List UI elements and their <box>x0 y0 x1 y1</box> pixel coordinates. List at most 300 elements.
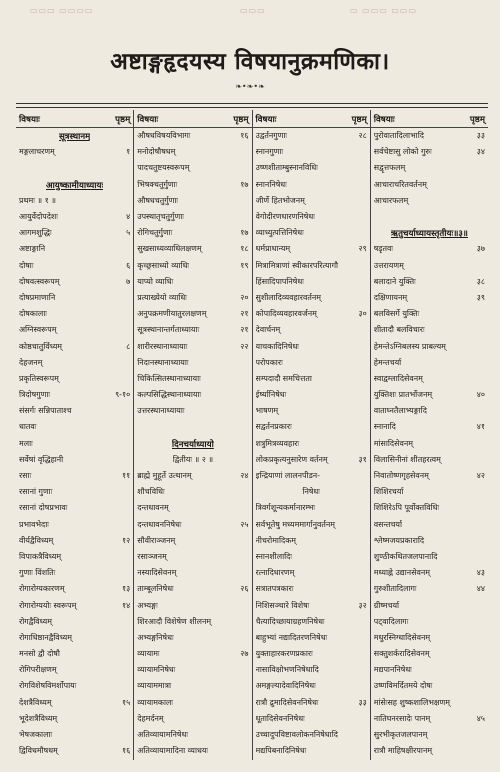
entry-subject: नस्यादिसेवनम् <box>137 568 177 578</box>
index-entry <box>134 695 251 711</box>
index-entry <box>16 533 133 549</box>
entry-subject: आयुष्कामीयाध्यायः <box>46 180 104 191</box>
entry-page: ८ <box>126 341 131 351</box>
entry-page: ६ <box>126 260 131 270</box>
entry-subject: ब्राह्मे मुहूर्ते उत्थानम् <box>137 471 192 481</box>
entry-page: ४२ <box>476 471 485 481</box>
entry-subject: देवार्चनम् <box>255 325 281 335</box>
entry-subject: मांसादिसेवनम् <box>373 438 413 448</box>
entry-subject: रोगाधिष्ठानद्वैविध्यम् <box>19 632 72 642</box>
entry-subject: जीर्णे हितभोजनम् <box>255 195 305 205</box>
scan-margin-strip: ▭▭▭ ▭▭▭▭ ▭▭▭ ▭ ▭▭▭ ▭▭▭ <box>30 6 417 15</box>
entry-subject: उष्णविमर्दितमये दोषः <box>373 681 433 691</box>
entry-subject: भूदेशत्रैविध्यम् <box>19 713 58 723</box>
header-subject: विषयाः <box>255 114 277 125</box>
index-entry <box>16 144 133 160</box>
index-entry <box>16 225 133 241</box>
entry-subject: देशत्रैविध्यम् <box>19 697 52 707</box>
index-entry <box>134 306 251 322</box>
index-entry <box>253 484 370 500</box>
entry-subject: शुण्ठीकथितजलपानादि <box>373 551 438 561</box>
entry-subject: रोगविशेषविमर्शोपायः <box>19 681 77 691</box>
entry-subject: युक्ताहारकरणप्रकारः <box>255 649 313 659</box>
entry-subject: पादचतुष्टयस्वरूपम् <box>137 163 190 173</box>
index-entry <box>253 306 370 322</box>
index-entry <box>371 565 488 581</box>
entry-subject: बलविसर्गे युक्तिः <box>373 309 420 319</box>
entry-subject: याप्यो व्याधिः <box>137 276 174 286</box>
header-subject: विषयाः <box>137 114 159 125</box>
index-entry <box>253 695 370 711</box>
index-entry <box>134 355 251 371</box>
entry-subject: स्वाद्वम्लादिसेवनम् <box>373 373 423 383</box>
entry-page: १२ <box>122 535 131 545</box>
index-entry <box>134 419 251 435</box>
entry-subject: सुखसाध्यव्याधिलक्षणम् <box>137 244 202 254</box>
entry-subject: रत्नादिधारणम् <box>255 568 295 578</box>
entry-subject: लोकप्रकृत्यनुसारेण वर्तनम् <box>255 454 328 464</box>
entry-subject: सुशीलादिव्यवहारवर्तनम् <box>255 292 321 302</box>
index-entry <box>134 177 251 193</box>
entry-page: ३८ <box>476 276 485 286</box>
index-entry <box>253 436 370 452</box>
entry-subject: शिरआदौ विशेषेण शीलनम् <box>137 616 212 626</box>
entry-subject: प्रथमः ॥ १ ॥ <box>19 195 56 205</box>
entry-subject: मनोदोषौषधम् <box>137 147 176 157</box>
index-entry <box>134 258 251 274</box>
index-entry <box>371 209 488 225</box>
entry-subject: अतिव्यायामादिना व्याधयः <box>137 746 209 756</box>
index-entry <box>253 549 370 565</box>
entry-subject: रोगारोग्यकारणम् <box>19 584 65 594</box>
entry-subject: रोगद्वैविध्यम् <box>19 616 52 626</box>
entry-subject: उष्णशीताम्बुस्नानविधिः <box>255 163 318 173</box>
entry-subject: निवातोष्णगृहसेवनम् <box>373 471 429 481</box>
index-column <box>253 110 371 760</box>
entry-subject: षडृतवः <box>373 244 394 254</box>
index-entry <box>253 711 370 727</box>
index-entry <box>134 452 251 468</box>
index-entry <box>371 322 488 338</box>
index-entry <box>371 355 488 371</box>
index-entry <box>16 743 133 759</box>
entry-page: १९ <box>240 260 249 270</box>
entry-page: ३१ <box>358 454 367 464</box>
entry-subject: दन्तधावननिषेधः <box>137 519 182 529</box>
entry-subject: रोगिपरीक्षणम् <box>19 665 57 675</box>
entry-subject: उपस्थातृचतुर्गुणाः <box>137 212 184 222</box>
index-entry <box>253 727 370 743</box>
entry-subject: धातवः <box>19 422 37 432</box>
entry-subject: सूत्रस्थानान्तर्गताध्यायाः <box>137 325 200 335</box>
entry-page: ३२ <box>358 600 367 610</box>
index-entry <box>371 727 488 743</box>
entry-subject: रात्रौ द्रुमादिसेवननिषेधः <box>255 697 319 707</box>
entry-subject: धूतादिसेवननिषेधः <box>255 713 305 723</box>
index-entry <box>371 144 488 160</box>
entry-page: १५ <box>122 697 131 707</box>
entry-page: २४ <box>240 471 249 481</box>
entry-subject: अग्निस्वरूपम् <box>19 325 57 335</box>
entry-subject: त्रिदोषगुणाः <box>19 390 50 400</box>
entry-subject: मधुरस्निग्धादिसेवनम् <box>373 632 431 642</box>
entry-subject: दोषाः <box>19 260 34 270</box>
column-header <box>134 110 251 128</box>
index-entry <box>253 468 370 484</box>
entry-subject: भेषजकालाः <box>19 730 53 740</box>
entry-subject: युक्तिशः प्रातर्भोजनम् <box>373 390 433 400</box>
index-entry <box>371 711 488 727</box>
entry-page: ३३ <box>476 131 485 141</box>
index-entry <box>253 177 370 193</box>
entry-page: ४५ <box>476 713 485 723</box>
entry-subject: ईर्ष्यानिषेधः <box>255 390 287 400</box>
index-entry <box>16 322 133 338</box>
entry-subject: भाषणम् <box>255 406 279 416</box>
entry-subject: गुणाः विंशतिः <box>19 568 56 578</box>
entry-subject: व्यायामनिषेधः <box>137 665 176 675</box>
entry-subject: दोषकालाः <box>19 309 47 319</box>
index-entry <box>134 338 251 354</box>
index-table <box>16 110 488 760</box>
index-entry <box>16 695 133 711</box>
index-entry <box>371 419 488 435</box>
index-entry <box>16 517 133 533</box>
index-entry <box>371 436 488 452</box>
index-entry <box>253 678 370 694</box>
entry-subject: आचारफलम् <box>373 195 409 205</box>
entry-page: १८ <box>240 244 249 254</box>
entry-subject: रोगारोग्ययोः स्वरूपम् <box>19 600 77 610</box>
index-entry <box>16 468 133 484</box>
index-entry <box>16 565 133 581</box>
index-entry <box>16 371 133 387</box>
entry-subject: रसानां गुणाः <box>19 487 53 497</box>
index-entry <box>253 209 370 225</box>
entry-subject: कोष्ठचातुर्विध्यम् <box>19 341 62 351</box>
index-entry <box>16 597 133 613</box>
entry-subject: ताम्बूलनिषेधः <box>137 584 174 594</box>
index-entry <box>16 355 133 371</box>
index-entry <box>134 193 251 209</box>
index-entry <box>371 743 488 759</box>
entry-subject: मध्याह्ने उद्यानसेवनम् <box>373 568 431 578</box>
entry-subject: स्नानगुणाः <box>255 147 284 157</box>
index-entry <box>134 630 251 646</box>
entry-subject: अभ्यङ्गनिषेधः <box>137 632 174 642</box>
entry-subject: याचकादिनिषेधः <box>255 341 299 351</box>
entry-subject: सर्वभूतेषु मध्यममार्गानुवर्तनम् <box>255 519 335 529</box>
index-entry <box>16 306 133 322</box>
index-entry <box>134 274 251 290</box>
index-entry <box>16 209 133 225</box>
entry-page: १६ <box>122 746 131 756</box>
index-entry <box>371 177 488 193</box>
header-page: पृष्ठम् <box>115 114 131 125</box>
index-entry <box>134 160 251 176</box>
entry-subject: संसर्गः सन्निपाताश्च <box>19 406 72 416</box>
entry-subject: दन्तधावनम् <box>137 503 169 513</box>
entry-subject: देहजनम् <box>19 357 43 367</box>
entry-subject: धर्मप्राधान्यम् <box>255 244 291 254</box>
entry-subject: मांसेःसह शुष्कशालिभक्षणम् <box>373 697 450 707</box>
entry-subject: इन्द्रियाणां लालनपीडन- <box>255 471 321 481</box>
entry-subject: नीचरोमादिकम् <box>255 535 296 545</box>
entry-page: ३४ <box>476 147 485 157</box>
entry-subject: वाताघ्नतैलाभ्यङ्गादि <box>373 406 427 416</box>
index-entry <box>371 678 488 694</box>
entry-subject: सूत्रस्थानम् <box>58 132 91 143</box>
index-entry <box>134 484 251 500</box>
index-entry <box>371 338 488 354</box>
header-subject: विषयाः <box>19 114 40 125</box>
index-column <box>134 110 252 760</box>
entry-subject: उच्चादुपविष्टावलोकननिषेधादि <box>255 730 338 740</box>
header-page: पृष्ठम् <box>351 114 367 125</box>
index-entry <box>371 274 488 290</box>
entry-subject: हेमन्तचर्या <box>373 357 402 367</box>
index-entry <box>253 274 370 290</box>
entry-subject: कोपादिव्यवहारवर्जनम् <box>255 309 317 319</box>
index-entry <box>16 727 133 743</box>
entry-page: १६ <box>240 131 249 141</box>
entry-page: ३७ <box>476 244 485 254</box>
index-entry <box>371 597 488 613</box>
entry-subject: शौचविधिः <box>137 487 165 497</box>
entry-subject: गुरुशीतादिलागः <box>373 584 417 594</box>
entry-page: ९-१० <box>115 390 131 400</box>
entry-subject: सक्तुशर्करादिसेवनम् <box>373 649 430 659</box>
entry-subject: आगमशुद्धिः <box>19 228 52 238</box>
index-entry <box>16 581 133 597</box>
entry-subject: विपाकत्रैविध्यम् <box>19 551 62 561</box>
entry-subject: कृच्छ्रसाध्यो व्याधिः <box>137 260 190 270</box>
column-header <box>371 110 488 128</box>
index-entry <box>371 484 488 500</box>
index-entry <box>371 517 488 533</box>
entry-subject: औषधविषयविभागः <box>137 131 191 141</box>
index-entry <box>134 387 251 403</box>
entry-page: २८ <box>358 131 367 141</box>
index-entry <box>134 225 251 241</box>
entry-subject: प्रकृतिस्वरूपम् <box>19 373 59 383</box>
entry-subject: परोपकारः <box>255 357 283 367</box>
index-entry <box>16 646 133 662</box>
entry-page: २६ <box>240 584 249 594</box>
index-entry <box>253 258 370 274</box>
index-entry <box>134 678 251 694</box>
entry-subject: मद्यपाननिषेधः <box>373 665 412 675</box>
index-entry <box>371 371 488 387</box>
index-entry <box>371 646 488 662</box>
entry-subject: दोषप्रमाणानि <box>19 292 56 302</box>
entry-subject: निषेधः <box>302 487 320 497</box>
index-entry <box>371 306 488 322</box>
index-entry <box>16 711 133 727</box>
entry-subject: शत्रुमित्रव्यवहारः <box>255 438 300 448</box>
index-entry <box>134 581 251 597</box>
index-entry <box>134 403 251 419</box>
entry-subject: मङ्गलाचरणम् <box>19 147 55 157</box>
entry-subject: आचाराचरितवर्तनम् <box>373 179 427 189</box>
entry-page: ११ <box>122 471 131 481</box>
header-page: पृष्ठम् <box>233 114 249 125</box>
entry-subject: उद्वर्तनगुणाः <box>255 131 288 141</box>
index-entry <box>16 678 133 694</box>
index-entry <box>253 387 370 403</box>
entry-subject: विलासिनीनां शीतहरत्वम् <box>373 454 441 464</box>
entry-page: ३० <box>358 309 367 319</box>
entry-page: ४ <box>126 212 131 222</box>
index-entry <box>253 322 370 338</box>
entry-subject: स्नानशीलादिः <box>255 551 292 561</box>
entry-page: ४१ <box>476 422 485 432</box>
index-entry <box>16 662 133 678</box>
index-entry <box>16 630 133 646</box>
entry-page: २१ <box>240 309 249 319</box>
entry-subject: रसानां दोषप्रभावः <box>19 503 68 513</box>
title-ornament: ❧•❧•❧ <box>235 82 265 91</box>
entry-subject: चैत्यादिच्छायाग्रहणनिषेधः <box>255 616 325 626</box>
entry-subject: प्रत्याख्येयो व्याधिः <box>137 292 187 302</box>
entry-subject: सर्वेषां वृद्धिहानी <box>19 454 64 464</box>
index-entry <box>253 565 370 581</box>
index-entry <box>253 646 370 662</box>
entry-subject: पट्वादिलागः <box>373 616 409 626</box>
entry-page: ५ <box>126 228 131 238</box>
entry-subject: नातिघनरसादेः पानम् <box>373 713 431 723</box>
index-entry <box>134 468 251 484</box>
index-entry <box>16 614 133 630</box>
entry-page: ४४ <box>476 584 485 594</box>
entry-subject: दक्षिणायनम् <box>373 292 408 302</box>
entry-page: १७ <box>240 179 249 189</box>
entry-subject: निशिसञ्चारे विशेषः <box>255 600 310 610</box>
entry-subject: वसन्तचर्या <box>373 519 403 529</box>
entry-subject: दिनचर्याध्यायो <box>171 439 214 450</box>
entry-subject: अनुपक्रमणीयातुरलक्षणम् <box>137 309 207 319</box>
entry-page: २२ <box>240 341 249 351</box>
entry-page: १ <box>126 147 131 157</box>
entry-subject: अतिव्यायामनिषेधः <box>137 730 188 740</box>
entry-page: २० <box>240 292 249 302</box>
index-entry <box>16 419 133 435</box>
entry-subject: सद्वर्तनप्रकारः <box>255 422 292 432</box>
index-entry <box>134 743 251 759</box>
entry-subject: सर्वचेष्टासु लोको गुरुः <box>373 147 432 157</box>
index-entry <box>134 565 251 581</box>
index-entry <box>371 128 488 144</box>
index-entry <box>16 160 133 176</box>
index-entry <box>253 533 370 549</box>
index-entry <box>371 387 488 403</box>
index-entry <box>134 371 251 387</box>
index-entry <box>253 500 370 516</box>
index-entry <box>134 128 251 144</box>
entry-subject: प्रभावभेदाः <box>19 519 49 529</box>
index-entry <box>16 258 133 274</box>
entry-subject: श्लेष्मजयप्रकारादि <box>373 535 425 545</box>
entry-subject: स्नानादि <box>373 422 396 432</box>
entry-subject: रात्रौ माहिषक्षीरपानम् <box>373 746 433 756</box>
index-entry <box>371 241 488 257</box>
entry-page: ४० <box>476 390 485 400</box>
index-entry <box>253 225 370 241</box>
index-entry <box>134 144 251 160</box>
index-entry <box>371 403 488 419</box>
column-header <box>253 110 370 128</box>
entry-subject: शीतादौ बलविचारः <box>373 325 425 335</box>
entry-subject: शिशिरचर्या <box>373 487 404 497</box>
index-entry <box>16 452 133 468</box>
index-entry <box>16 500 133 516</box>
index-entry <box>134 549 251 565</box>
index-entry <box>16 387 133 403</box>
entry-subject: व्यायाममात्रा <box>137 681 172 691</box>
entry-subject: अभ्यङ्गः <box>137 600 158 610</box>
index-entry <box>16 403 133 419</box>
column-header <box>16 110 133 128</box>
index-entry <box>134 322 251 338</box>
index-entry <box>253 290 370 306</box>
entry-page: ७ <box>126 276 131 286</box>
index-entry <box>134 646 251 662</box>
index-entry <box>371 549 488 565</box>
header-subject: विषयाः <box>373 114 395 125</box>
index-entry <box>371 258 488 274</box>
index-entry <box>371 468 488 484</box>
entry-subject: हेमन्तेऽग्निबलस्य प्राबल्यम् <box>373 341 446 351</box>
entry-subject: सत्रातपत्रकारः <box>255 584 294 594</box>
entry-page: १७ <box>240 228 249 238</box>
index-entry <box>253 338 370 354</box>
entry-subject: औषधचतुर्गुणाः <box>137 195 179 205</box>
index-entry <box>371 533 488 549</box>
entry-subject: ग्रीष्मचर्या <box>373 600 400 610</box>
entry-subject: सौवीराञ्जनम् <box>137 535 176 545</box>
entry-subject: निदानस्थानाध्यायाः <box>137 357 189 367</box>
index-entry <box>371 662 488 678</box>
entry-subject: अमङ्गल्यादेवादिनिषेधः <box>255 681 316 691</box>
index-entry <box>253 355 370 371</box>
index-entry <box>253 614 370 630</box>
entry-subject: व्याध्युत्पत्तिनिषेधः <box>255 228 304 238</box>
index-entry <box>16 193 133 209</box>
index-entry <box>134 209 251 225</box>
index-entry <box>371 452 488 468</box>
index-entry <box>253 144 370 160</box>
index-entry <box>253 371 370 387</box>
entry-page: २९ <box>358 244 367 254</box>
entry-subject: पुरोवातादिलाभादि <box>373 131 424 141</box>
entry-subject: कल्पसिद्धिस्थानाध्यायाः <box>137 390 202 400</box>
index-entry <box>253 419 370 435</box>
top-rule <box>16 103 488 104</box>
index-entry <box>16 338 133 354</box>
top-rule-second <box>16 107 488 108</box>
entry-subject: मनसो द्वौ दोषौ <box>19 649 60 659</box>
index-entry <box>134 500 251 516</box>
index-entry <box>253 160 370 176</box>
index-entry <box>134 727 251 743</box>
entry-subject: द्विविधमौषधम् <box>19 746 58 756</box>
entry-page: १४ <box>122 600 131 610</box>
index-entry <box>134 711 251 727</box>
entry-subject: रोगिचतुर्गुणाः <box>137 228 173 238</box>
index-entry <box>16 484 133 500</box>
index-entry <box>134 533 251 549</box>
entry-subject: वीर्यद्वैविध्यम् <box>19 535 54 545</box>
